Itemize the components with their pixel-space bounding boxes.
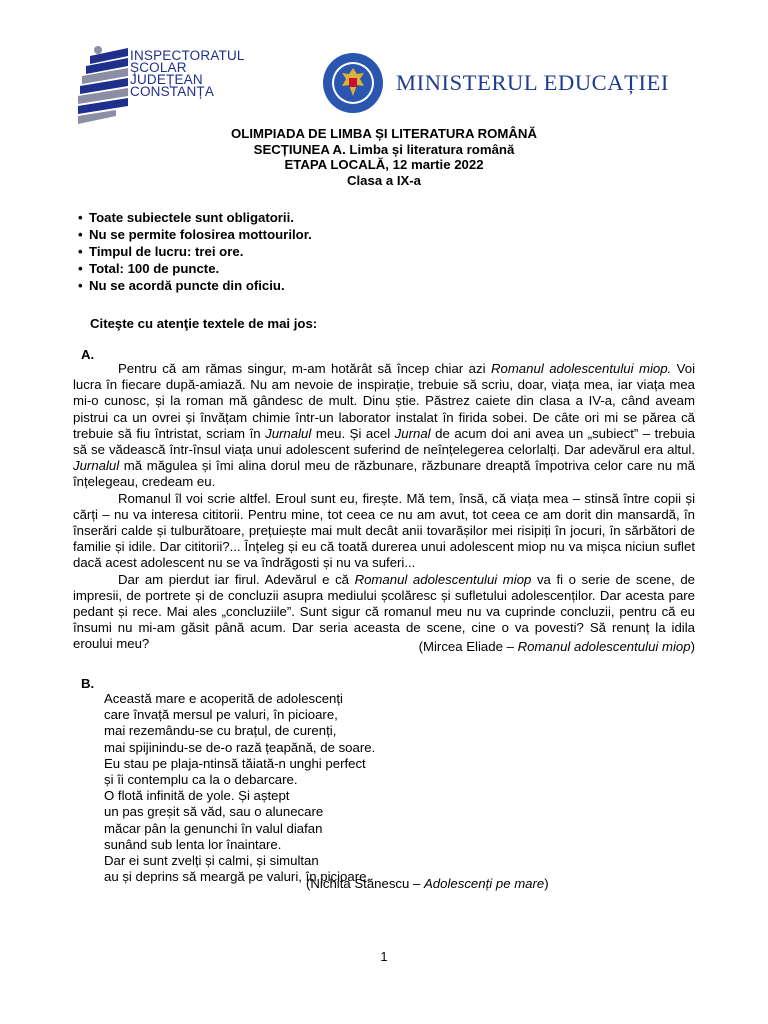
rule-text: Nu se acordă puncte din oficiu.: [89, 278, 285, 293]
rule-text: Total: 100 de puncte.: [89, 261, 220, 276]
isj-line-1: INSPECTORATUL: [130, 48, 245, 63]
source-title: Adolescenți pe mare: [424, 876, 545, 891]
ministry-name: MINISTERUL EDUCAȚIEI: [396, 70, 670, 95]
poem-line: un pas greșit să văd, sau o alunecare: [104, 804, 324, 820]
italic-title: Jurnal: [394, 425, 431, 441]
text-run: mă măgulea și îmi alina dorul meu de răzbunare, răzbunare dreaptă împotriva celor care nu mă înțelegeau, credeam eu.: [73, 458, 695, 490]
text-run: Dar am pierdut iar firul. Adevărul e că: [118, 571, 355, 587]
paragraph: [73, 361, 695, 491]
poem-line: Eu stau pe plaja-ntinsă tăiată-n unghi perfect: [104, 755, 366, 771]
section-b-label: B.: [81, 676, 95, 691]
poem-line: Această mare e acoperită de adolescenți: [104, 691, 343, 706]
isj-line-2: ȘCOLAR: [130, 60, 187, 75]
poem-line: au și deprins să meargă pe valuri, în picioare.: [104, 869, 371, 885]
text-run: de acum doi ani avea un „subiect” – trebuia să se vădească într-însul viața unui adolescent suferind de neînțelegerea celorlalți. Dar adevărul era altul.: [73, 425, 695, 458]
source-close: ): [690, 639, 695, 654]
section-b-poem: [104, 691, 375, 885]
exam-title: [0, 126, 768, 188]
bullet-icon: •: [78, 210, 83, 225]
source-author: (Mircea Eliade –: [418, 639, 518, 654]
poem-line: sunând sub lenta lor înaintare.: [104, 836, 282, 852]
isj-emblem-icon: [76, 44, 136, 130]
bullet-icon: •: [78, 278, 83, 293]
bullet-icon: •: [78, 227, 83, 242]
rule-item: [78, 277, 312, 294]
italic-title: Romanul adolescentului miop: [354, 571, 532, 587]
text-run: Pentru că am rămas singur, m-am hotărât să încep chiar azi: [118, 361, 491, 376]
rule-text: Timpul de lucru: trei ore.: [89, 244, 244, 259]
poem-line: mai spijinindu-se de-o rază țeapănă, de soare.: [104, 739, 376, 755]
poem-line: care învață mersul pe valuri, în picioare,: [104, 707, 338, 723]
italic-title: Jurnalul: [73, 458, 120, 474]
poem-line: O flotă infinită de yole. Și aștept: [104, 788, 290, 804]
rule-text: Nu se permite folosirea mottourilor.: [89, 227, 312, 242]
isj-line-4: CONSTANȚA: [130, 84, 215, 99]
title-line-3: ETAPA LOCALĂ, 12 martie 2022: [284, 157, 484, 172]
italic-title: Jurnalul: [265, 425, 312, 441]
bullet-icon: •: [78, 244, 83, 259]
section-a-label: A.: [81, 347, 95, 362]
section-b-source: [306, 876, 549, 891]
rule-item: [78, 243, 312, 260]
source-close: ): [544, 876, 549, 891]
source-title: Romanul adolescentului miop: [517, 639, 691, 654]
isj-constanta-logo: [76, 44, 266, 130]
isj-logo-text: [130, 50, 245, 98]
section-a-text: [73, 361, 695, 653]
poem-line: și îi contemplu ca la o debarcare.: [104, 772, 298, 788]
isj-line-3: JUDEȚEAN: [130, 72, 203, 87]
title-line-1: OLIMPIADA DE LIMBA ȘI LITERATURA ROMÂNĂ: [231, 126, 537, 141]
ministry-logo: [322, 52, 670, 114]
government-seal-icon: [322, 52, 384, 114]
rule-item: [78, 209, 312, 226]
bullet-icon: •: [78, 261, 83, 276]
rule-item: [78, 260, 312, 277]
rule-text: Toate subiectele sunt obligatorii.: [89, 210, 294, 225]
section-a-source: [419, 639, 695, 654]
text-run: Voi lucra în fiecare după-amiază. Nu am nevoie de inspirație, trebuie să scriu, doar, viața mea, iar viața mea mi-o cunosc, și la roman mă gândesc de mult. Dinu știe. Păstrez caiete din clasa a IV-a, când aveam pistrui ca un ovrei și învățam chimie într-un laborator instalat în firida sobei. De câte ori mi se părea că trebuie să fiu întristat, scriam în: [73, 361, 696, 441]
paragraph: Romanul îl voi scrie altfel. Eroul sunt eu, firește. Mă tem, însă, că viața mea – stinsă între copii și cărți – nu va interesa cititorii. Pentru mine, tot ceea ce nu am avut, tot ceea ce am dorit din mansardă, în înserări calde și tulburătoare, prețuiește mai mult decât anii tovarășilor mei risipiți în jocuri, în sărbători de familie și idile. Dar cititorii?... Înțeleg și eu că toată durerea unui adolescent miop nu va mișca niciun suflet dacă acest adolescent nu se va îndrăgosti și nu va suferi...: [73, 490, 695, 571]
title-line-4: Clasa a IX-a: [346, 172, 422, 188]
reading-instruction: Citeşte cu atenţie textele de mai jos:: [90, 316, 318, 331]
poem-line: Dar ei sunt zvelți și calmi, și simultan: [104, 853, 319, 869]
page-number: 1: [380, 950, 388, 964]
rule-item: [78, 226, 312, 243]
source-author: (Nichita Stănescu –: [306, 876, 425, 891]
italic-title: Romanul adolescentului miop.: [490, 361, 672, 376]
title-line-2: SECȚIUNEA A. Limba și literatura română: [253, 141, 515, 157]
exam-rules-list: [78, 209, 312, 294]
poem-line: mai rezemându-se cu brațul, de curenți,: [104, 723, 337, 739]
text-run: meu. Și acel: [311, 425, 395, 441]
text-run: va fi o serie de scene, de impresii, de portrete și de concluzii asupra mediului școlăresc și sufletului adolescenților. Dar acesta pare pedant și rece. Mai ales „concluziile”. Sunt sigur că romanul meu nu va cuprinde concluzii, pentru că eu însumi nu mi-am găsit până acum. Dar seria aceasta de scene, cine o va povesti? Să renunț la idila eroului meu?: [73, 571, 695, 652]
poem-line: măcar pân la genunchi în valul diafan: [104, 820, 323, 836]
